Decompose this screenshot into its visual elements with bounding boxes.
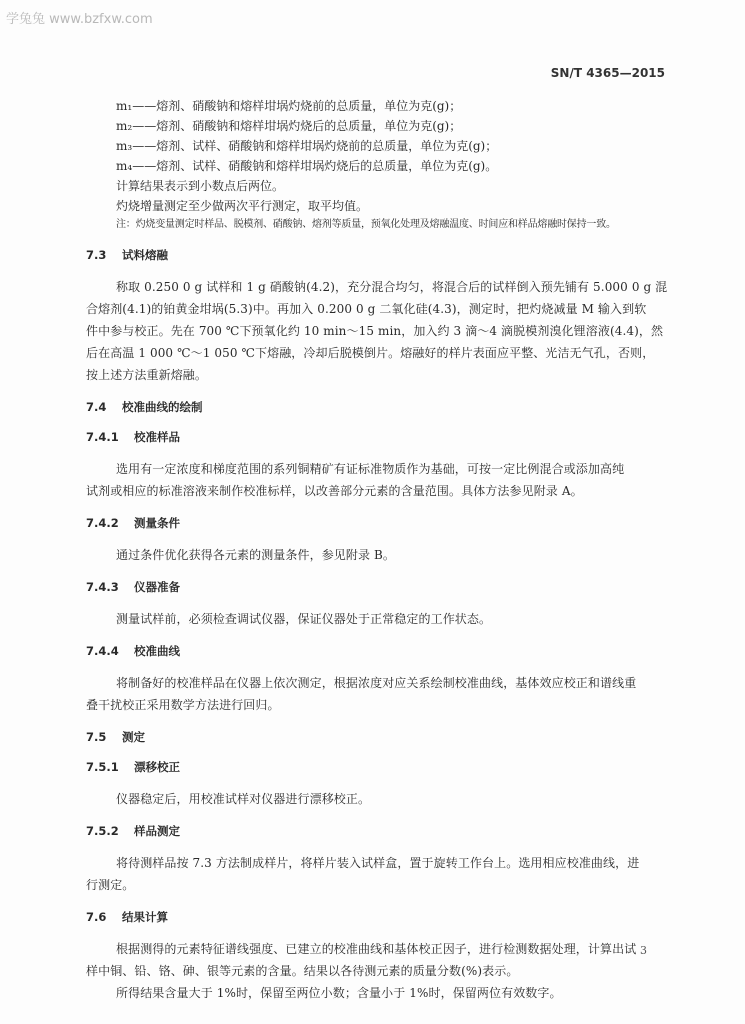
note: 注：灼烧变量测定时样品、脱模剂、硝酸钠、熔剂等质量，预氧化处理及熔融温度、时间应和样品熔融时保持一致。 [116, 219, 616, 230]
section-title: 试料熔融 [122, 248, 168, 262]
definition-m2: m₂——熔剂、硝酸钠和熔样坩埚灼烧后的总质量，单位为克(g)； [116, 119, 462, 133]
section-number: 7.5.1 [86, 760, 119, 774]
paragraph-line: 所得结果含量大于 1%时，保留至两位小数；含量小于 1%时，保留两位有效数字。 [116, 986, 562, 1000]
definition-m1: m₁——熔剂、硝酸钠和熔样坩埚灼烧前的总质量，单位为克(g)； [116, 99, 462, 113]
watermark: 学兔兔 www.bzfxw.com [6, 12, 153, 27]
definition-m3: m₃——熔剂、试样、硝酸钠和熔样坩埚灼烧前的总质量，单位为克(g)； [116, 139, 498, 153]
section-7-5-1-heading [86, 758, 668, 776]
section-7-4-3-paragraph [86, 608, 668, 630]
section-title: 测定 [122, 730, 145, 744]
section-7-3-paragraph [86, 276, 668, 386]
section-number: 7.6 [86, 910, 107, 924]
section-number: 7.4.3 [86, 580, 119, 594]
section-7-6-heading [86, 908, 668, 926]
document-body [86, 96, 668, 1004]
section-7-4-4-heading [86, 642, 668, 660]
section-number: 7.4.2 [86, 516, 119, 530]
section-number: 7.3 [86, 248, 107, 262]
paragraph-line: 通过条件优化获得各元素的测量条件，参见附录 B。 [116, 548, 396, 562]
standard-number: SN/T 4365—2015 [550, 66, 665, 80]
section-number: 7.4.4 [86, 644, 119, 658]
section-title: 样品测定 [134, 824, 180, 838]
paragraph-line: 根据测得的元素特征谱线强度、已建立的校准曲线和基体校正因子，进行检测数据处理，计算出试 [116, 942, 637, 956]
paragraph-line: 将待测样品按 7.3 方法制成样片，将样片装入试样盒，置于旋转工作台上。选用相应校准曲线，进 [116, 856, 640, 870]
section-7-3-heading [86, 246, 668, 264]
section-number: 7.5 [86, 730, 107, 744]
section-title: 测量条件 [134, 516, 180, 530]
paragraph-line: 称取 0.250 0 g 试样和 1 g 硝酸钠(4.2)，充分混合均匀，将混合后的试样倒入预先铺有 5.000 0 g 混 [116, 280, 668, 294]
section-number: 7.5.2 [86, 824, 119, 838]
paragraph-line: 样中铜、铅、铬、砷、银等元素的含量。结果以各待测元素的质量分数(%)表示。 [86, 964, 519, 978]
paragraph-line: 合熔剂(4.1)的铂黄金坩埚(5.3)中。再加入 0.200 0 g 二氧化硅(4.3)，测定时，把灼烧减量 M 输入到软 [86, 302, 647, 316]
calc-note-2: 灼烧增量测定至少做两次平行测定，取平均值。 [116, 199, 369, 213]
paragraph-line: 将制备好的校准样品在仪器上依次测定，根据浓度对应关系绘制校准曲线，基体效应校正和谱线重 [116, 676, 637, 690]
paragraph-line: 后在高温 1 000 ℃～1 050 ℃下熔融，冷却后脱模倒片。熔融好的样片表面应平整、光洁无气孔，否则， [86, 346, 655, 360]
paragraph-line: 叠干扰校正采用数学方法进行回归。 [86, 698, 280, 712]
section-7-4-3-heading [86, 578, 668, 596]
paragraph-line: 按上述方法重新熔融。 [86, 368, 208, 382]
paragraph-line: 选用有一定浓度和梯度范围的系列铜精矿有证标准物质作为基础，可按一定比例混合或添加高纯 [116, 462, 625, 476]
paragraph-line: 行测定。 [86, 878, 135, 892]
section-7-4-2-heading [86, 514, 668, 532]
section-7-5-2-heading [86, 822, 668, 840]
section-title: 校准曲线 [134, 644, 180, 658]
section-title: 结果计算 [122, 910, 168, 924]
section-7-5-heading [86, 728, 668, 746]
section-title: 校准曲线的绘制 [122, 400, 203, 414]
section-7-5-1-paragraph [86, 788, 668, 810]
section-7-4-4-paragraph [86, 672, 668, 716]
section-7-4-1-paragraph [86, 458, 668, 502]
paragraph-line: 测量试样前，必须检查调试仪器，保证仪器处于正常稳定的工作状态。 [116, 612, 492, 626]
paragraph-line: 试剂或相应的标准溶液来制作校准标样，以改善部分元素的含量范围。具体方法参见附录 A。 [86, 484, 583, 498]
section-title: 漂移校正 [134, 760, 180, 774]
section-7-4-2-paragraph [86, 544, 668, 566]
section-number: 7.4.1 [86, 430, 119, 444]
calc-note-1: 计算结果表示到小数点后两位。 [116, 179, 285, 193]
section-title: 仪器准备 [134, 580, 180, 594]
section-7-5-2-paragraph [86, 852, 668, 896]
definition-m4: m₄——熔剂、试样、硝酸钠和熔样坩埚灼烧后的总质量，单位为克(g)。 [116, 159, 498, 173]
page-number: 3 [640, 944, 647, 957]
section-title: 校准样品 [134, 430, 180, 444]
section-7-4-1-heading [86, 428, 668, 446]
section-7-4-heading [86, 398, 668, 416]
paragraph-line: 仪器稳定后，用校准试样对仪器进行漂移校正。 [116, 792, 371, 806]
section-number: 7.4 [86, 400, 107, 414]
section-7-6-paragraph [86, 938, 668, 1004]
paragraph-line: 件中参与校正。先在 700 ℃下预氧化约 10 min～15 min，加入约 3 滴～4 滴脱模剂溴化锂溶液(4.4)，然 [86, 324, 664, 338]
